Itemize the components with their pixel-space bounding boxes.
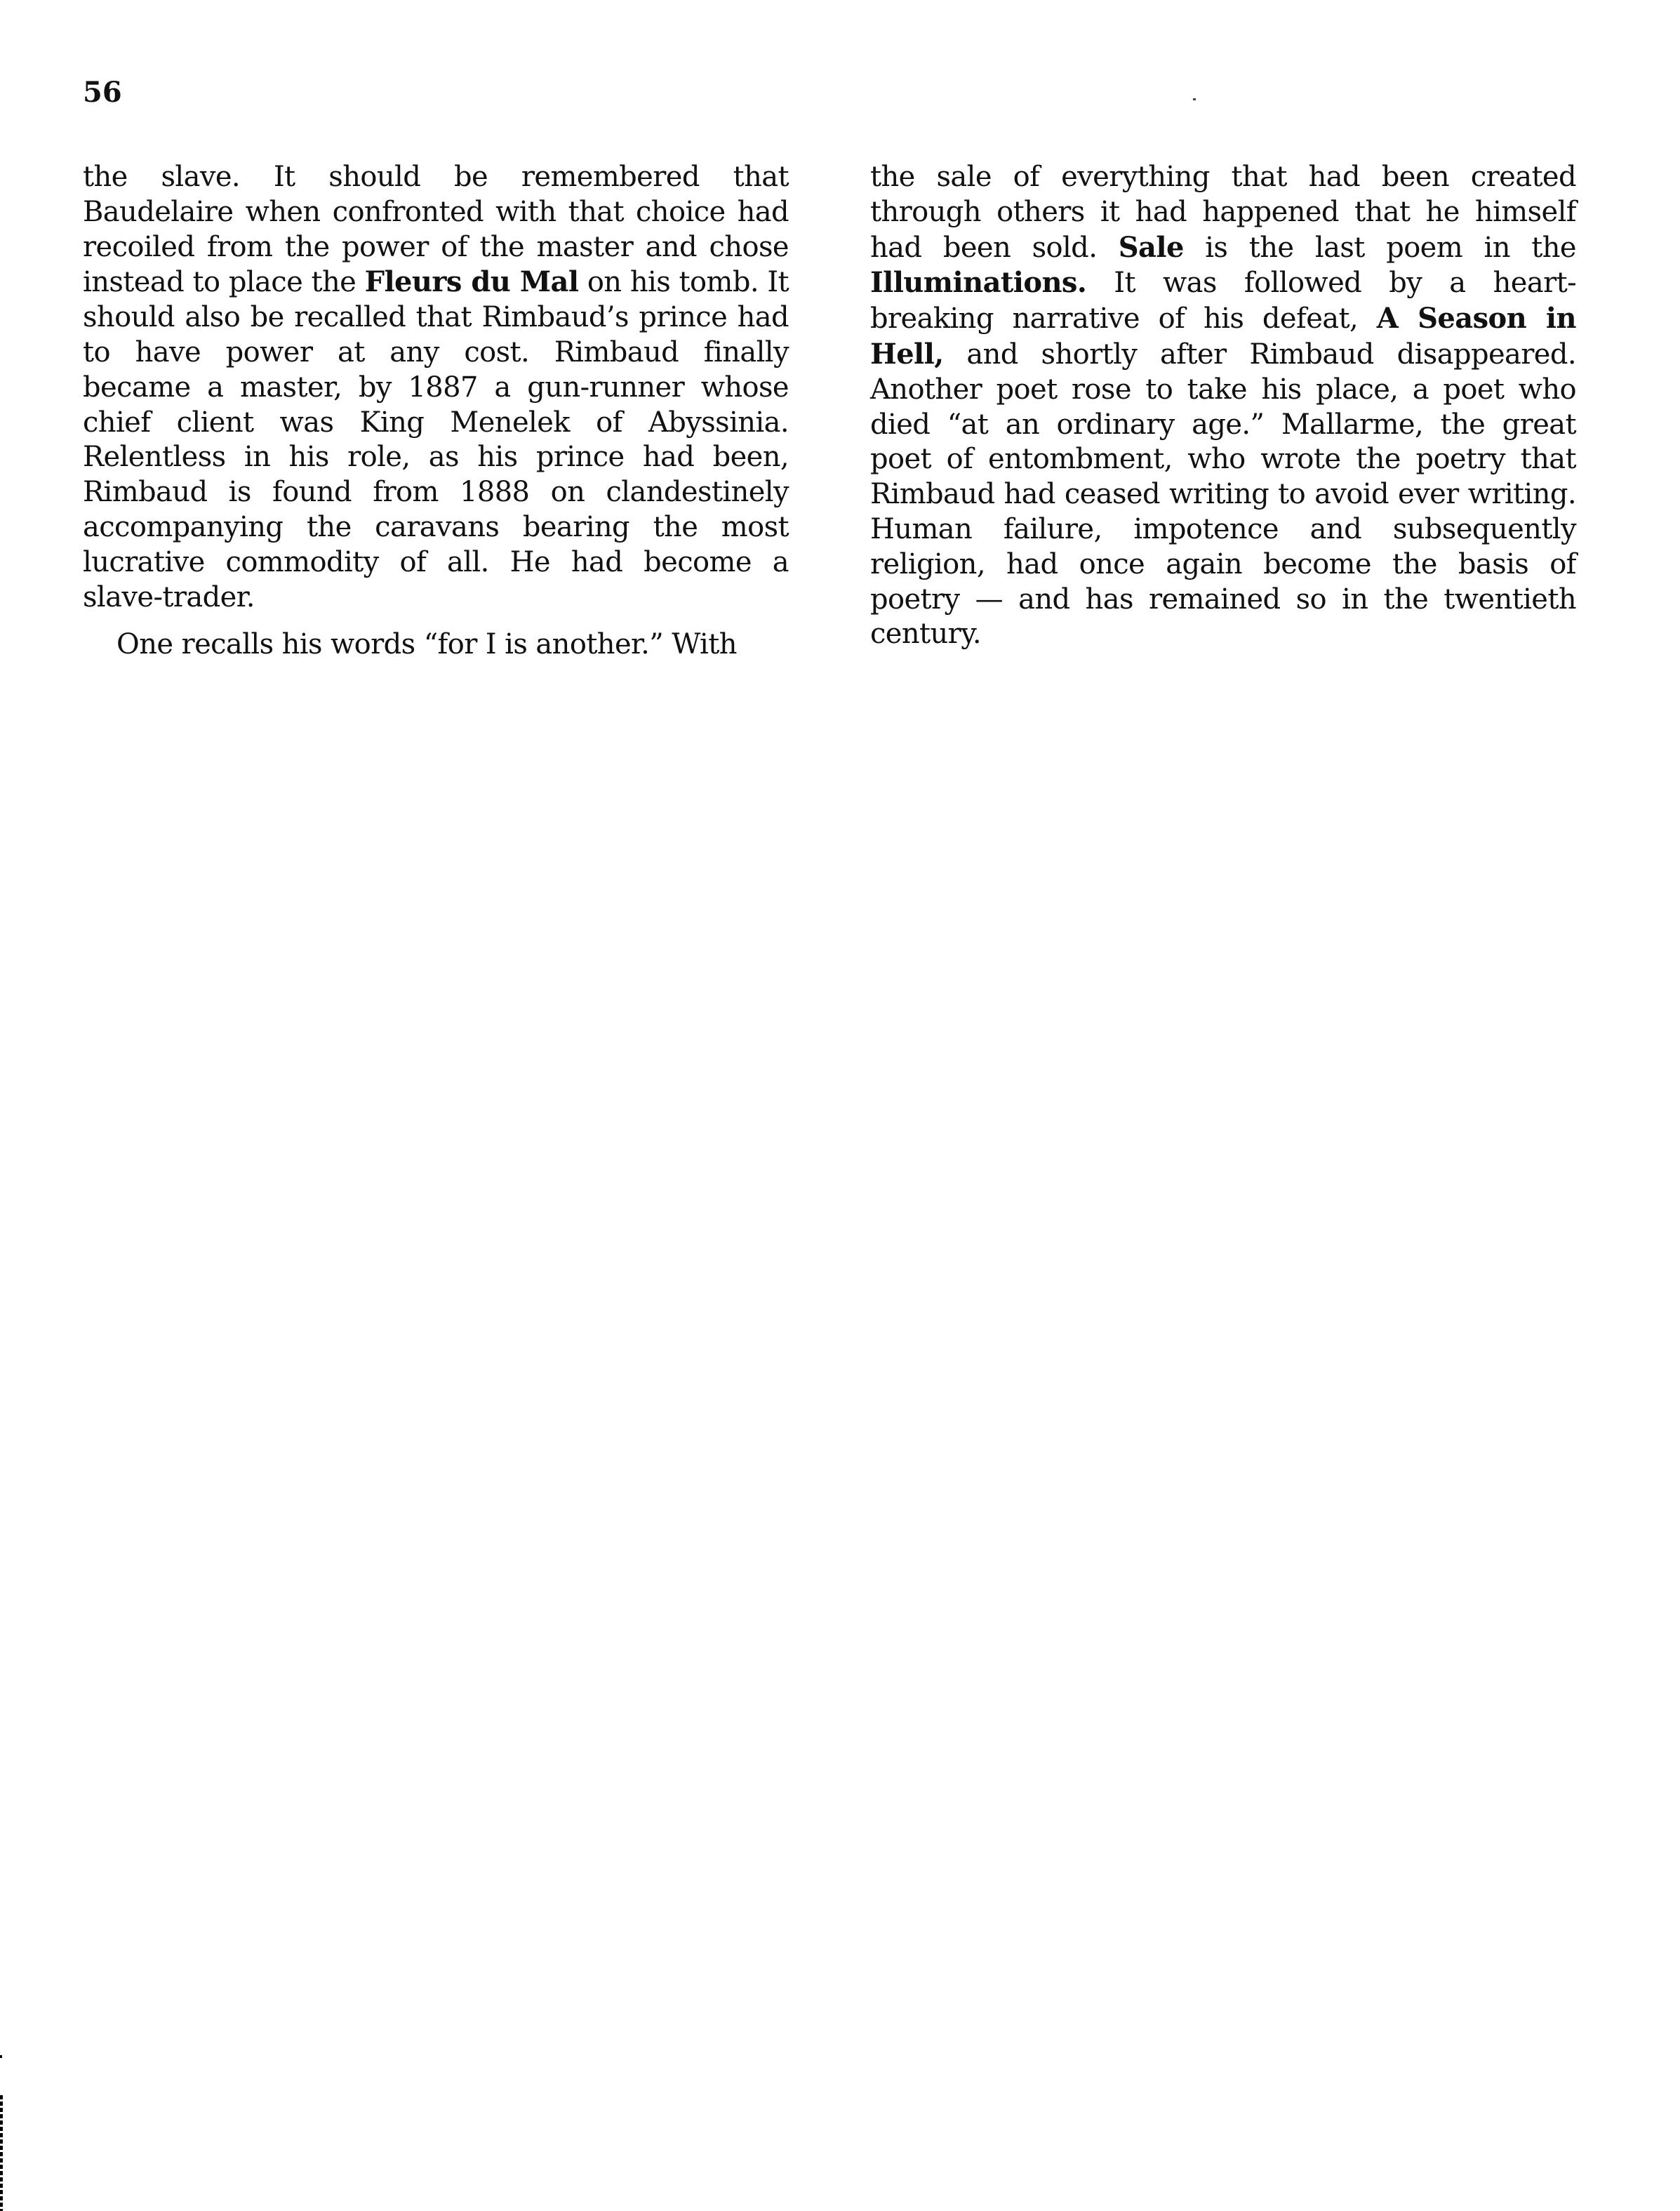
paragraph: [83, 628, 789, 663]
scan-artifact: [0, 2055, 2, 2058]
poem-title-sale: Sale: [1118, 230, 1184, 264]
book-title-illuminations: Illuminations.: [870, 266, 1087, 300]
left-column: [83, 160, 789, 663]
text-segment: on his tomb. It should also be recalled that Rimbaud’s prince had to have power at any cost. Rimbaud finally became a master, by 1887 a gun-runner whose chief client was King Menelek of Abyssinia. Relentless in his role, as his prince had been, Rimbaud is found from 1888 on clandestinely accompanying the caravans bearing the most lucrative commodity of all. He had become a slave-trader.: [83, 266, 789, 613]
paragraph: [83, 160, 789, 615]
paragraph: [870, 160, 1576, 652]
text-segment: the sale of everything that had been created through others it had happened that he himself had been sold.: [870, 161, 1576, 264]
text-segment: and shortly after Rimbaud disappeared. Another poet rose to take his place, a poet who died “at an ordinary age.” Mallarme, the great poet of entombment, who wrote the poetry that Rimbaud had ceased writing to avoid ever writing. Human failure, impotence and subsequently religion, had once again become the basis of poetry — and has remained so in the twentieth century.: [870, 338, 1576, 651]
text-segment: One recalls his words “for I is another.” With: [116, 628, 737, 661]
text-segment: the slave. It should be remembered that Baudelaire when confronted with that choice had recoiled from the power of the master and chose instead to place the: [83, 161, 789, 299]
book-title-fleurs-du-mal: Fleurs du Mal: [364, 265, 579, 299]
right-column: [870, 160, 1576, 652]
book-title-season-in-hell: A Season in Hell,: [870, 302, 1577, 371]
text-segment: is the last poem in the: [1183, 231, 1577, 264]
scan-speck: [1193, 98, 1196, 100]
page-number: 56: [83, 76, 122, 109]
text-segment: It was followed by a heart-breaking narrative of his defeat,: [870, 267, 1576, 336]
scan-edge-artifact: [0, 2095, 3, 2211]
